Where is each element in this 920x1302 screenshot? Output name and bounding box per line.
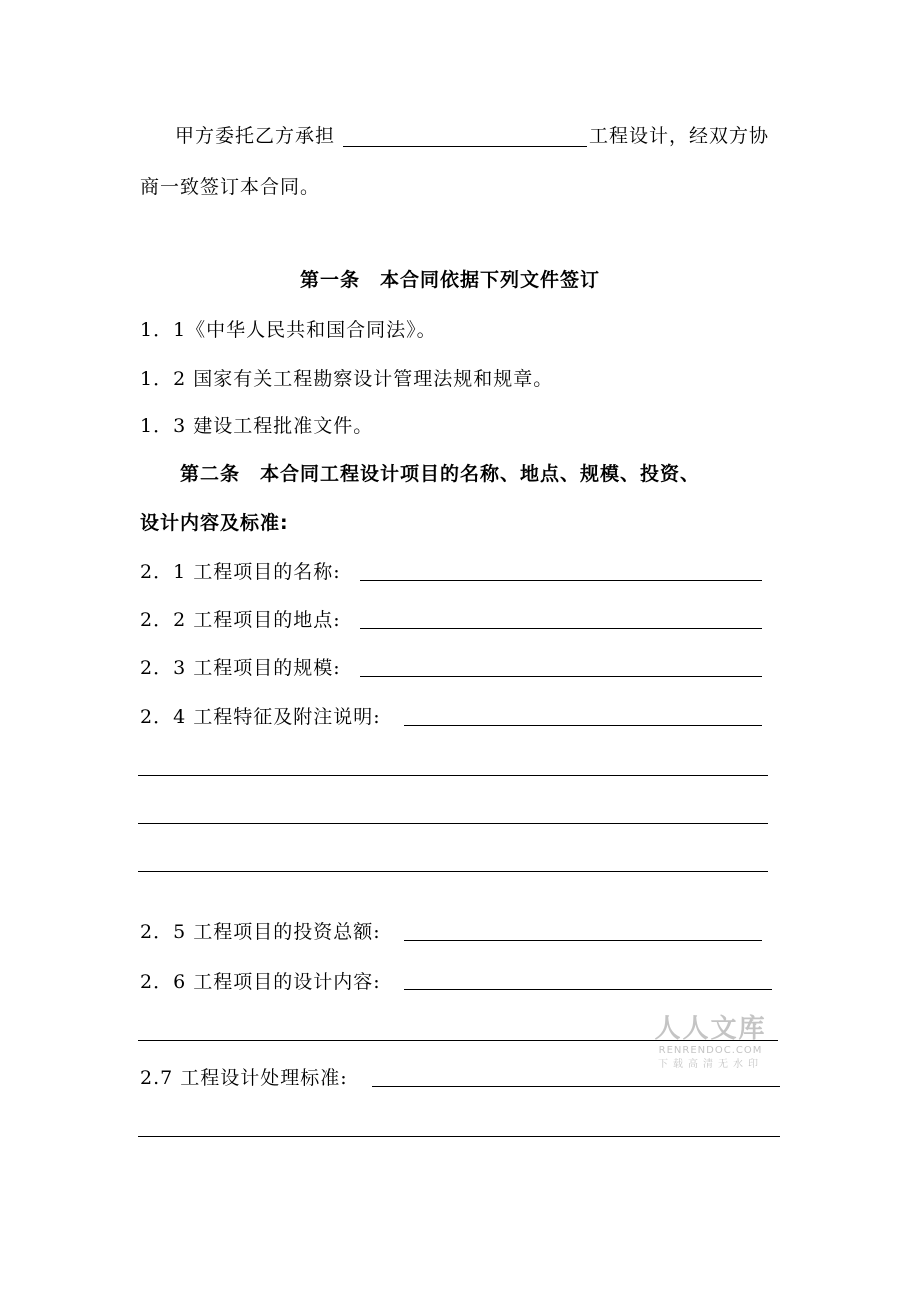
- blank-fill-line: [138, 775, 768, 776]
- project-location-fill-line: [360, 628, 762, 629]
- field-label-investment-total: 2．5 工程项目的投资总额:: [140, 921, 381, 943]
- field-label-design-content: 2．6 工程项目的设计内容:: [140, 971, 381, 993]
- intro-text-before-blank: 甲方委托乙方承担: [175, 125, 336, 147]
- article1-item: 1．1《中华人民共和国合同法》。: [140, 319, 437, 341]
- field-label-project-features: 2．4 工程特征及附注说明:: [140, 706, 381, 728]
- article1-item: 1．2 国家有关工程勘察设计管理法规和规章。: [140, 368, 554, 390]
- watermark: [648, 1014, 773, 1072]
- project-name-blank-line: [343, 146, 587, 147]
- watermark-site: RENRENDOC.COM: [658, 1045, 763, 1056]
- blank-fill-line: [138, 871, 768, 872]
- field-label-project-name: 2．1 工程项目的名称:: [140, 561, 341, 583]
- field-label-project-location: 2．2 工程项目的地点:: [140, 609, 341, 631]
- watermark-subtitle: 下载高清无水印: [658, 1059, 763, 1070]
- article1-item: 1．3 建设工程批准文件。: [140, 415, 374, 437]
- intro-text-after-blank: 工程设计，经双方协: [589, 125, 770, 147]
- design-standard-fill-line: [372, 1086, 780, 1087]
- field-label-project-scale: 2．3 工程项目的规模:: [140, 657, 341, 679]
- blank-fill-line: [138, 823, 768, 824]
- field-label-design-standard: 2.7 工程设计处理标准:: [140, 1067, 348, 1089]
- article1-heading: 第一条 本合同依据下列文件签订: [300, 269, 601, 291]
- watermark-title: 人人文库: [654, 1014, 767, 1044]
- article2-heading-line2: 设计内容及标准:: [140, 512, 289, 534]
- intro-text-line2: 商一致签订本合同。: [140, 176, 321, 198]
- project-scale-fill-line: [360, 676, 762, 677]
- article2-heading-line1: 第二条 本合同工程设计项目的名称、地点、规模、投资、: [180, 463, 701, 485]
- design-content-fill-line: [404, 989, 772, 990]
- project-features-fill-line: [404, 725, 762, 726]
- blank-fill-line: [138, 1136, 780, 1137]
- investment-total-fill-line: [404, 940, 762, 941]
- project-name-fill-line: [360, 580, 762, 581]
